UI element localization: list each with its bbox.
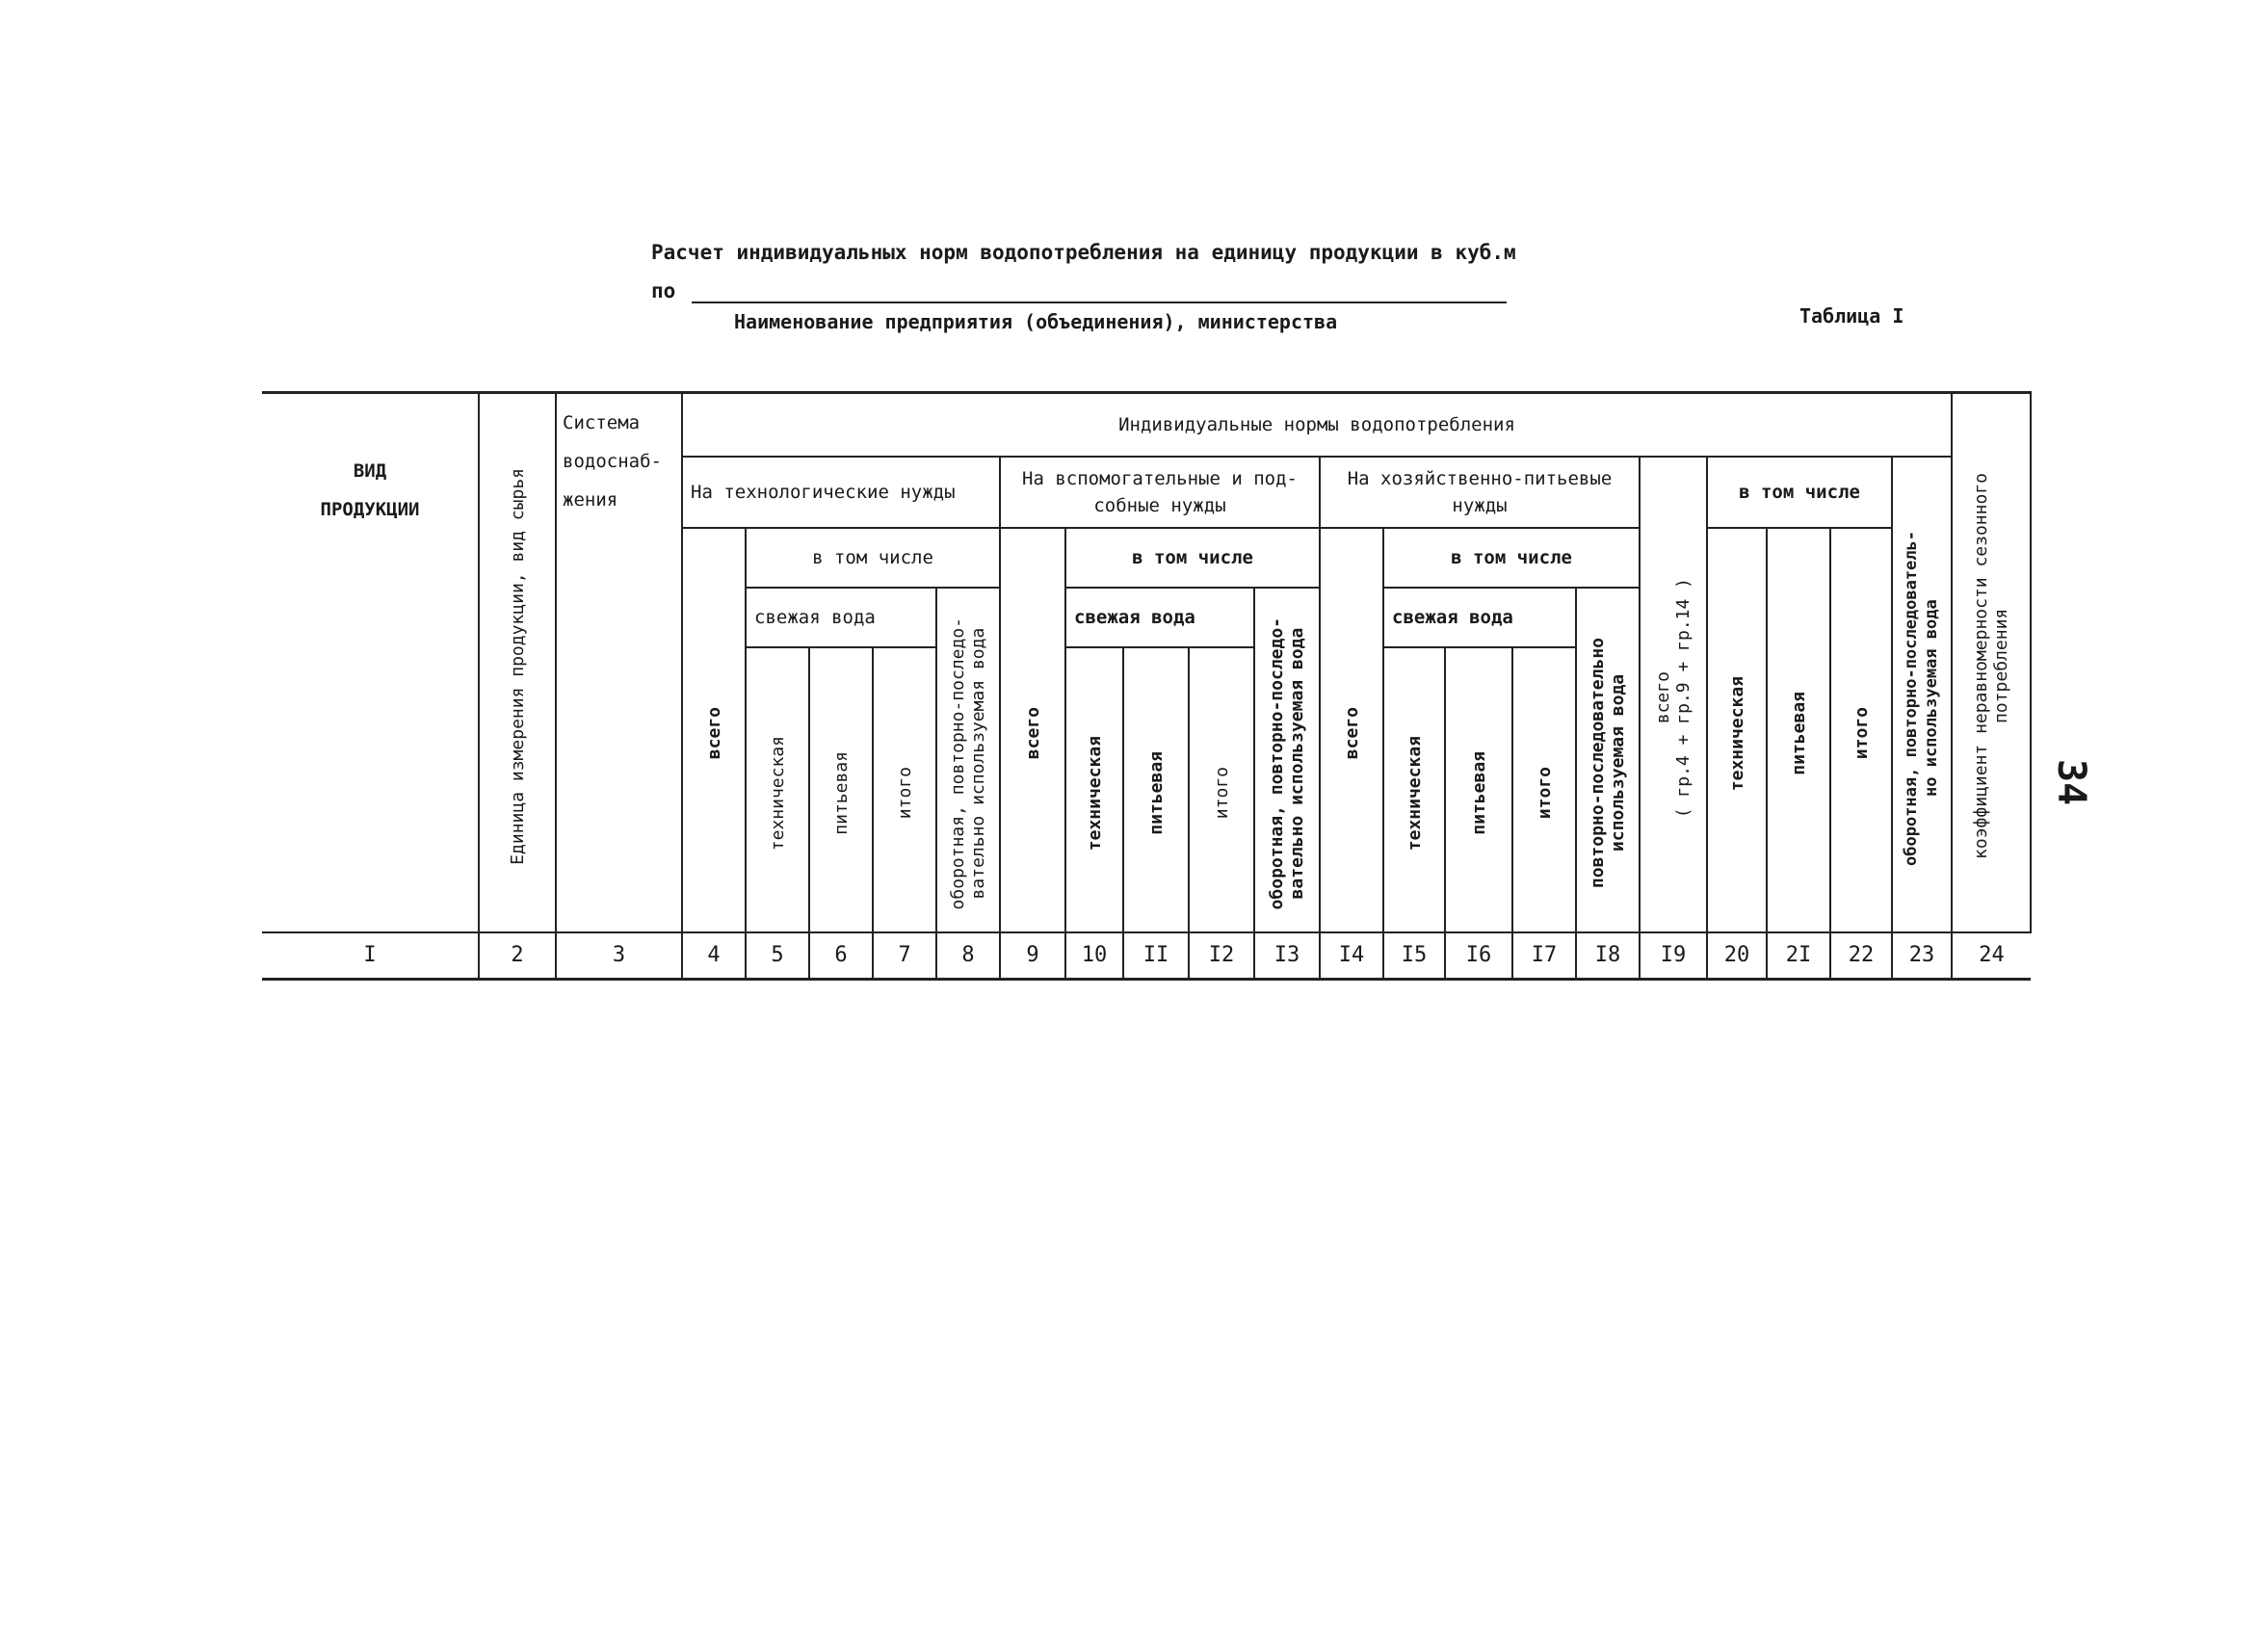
household-drinking-label: питьевая bbox=[1468, 751, 1489, 835]
incl-subtotal-label: итого bbox=[1851, 707, 1872, 760]
colnum-9: 9 bbox=[1000, 932, 1065, 980]
tech-drinking-label: питьевая bbox=[830, 751, 852, 835]
household-fresh-water-header: свежая вода bbox=[1383, 588, 1576, 647]
aux-technical-header bbox=[1065, 647, 1123, 932]
column-numbers-row bbox=[262, 932, 2031, 980]
tech-subtotal-header bbox=[873, 647, 936, 932]
aux-total-label: всего bbox=[1022, 707, 1043, 760]
group-aux-header: На вспомогательные и под- собные нужды bbox=[1000, 457, 1320, 528]
colnum-5: 5 bbox=[746, 932, 809, 980]
colnum-17: I7 bbox=[1512, 932, 1576, 980]
colnum-4: 4 bbox=[682, 932, 746, 980]
col-seasonal-label: коэффициент неравномерности сезонного потребления bbox=[1971, 473, 2011, 860]
aux-subtotal-label: итого bbox=[1211, 767, 1232, 820]
colnum-14: I4 bbox=[1320, 932, 1383, 980]
table-label: Таблица I bbox=[1799, 304, 1904, 328]
aux-including-header: в том числе bbox=[1065, 528, 1320, 588]
colnum-2: 2 bbox=[479, 932, 556, 980]
tech-recycled-label: оборотная, повторно-последо- вательно используемая вода bbox=[948, 616, 988, 910]
colnum-10: 10 bbox=[1065, 932, 1123, 980]
col-grand-total-header bbox=[1640, 457, 1707, 932]
aux-recycled-header bbox=[1254, 588, 1320, 932]
colnum-8: 8 bbox=[936, 932, 1000, 980]
po-label: по bbox=[651, 279, 676, 302]
po-fill-line bbox=[692, 302, 1507, 303]
col-unit-header bbox=[479, 393, 556, 932]
tech-subtotal-label: итого bbox=[894, 767, 915, 820]
colnum-24: 24 bbox=[1952, 932, 2031, 980]
colnum-19: I9 bbox=[1640, 932, 1707, 980]
tech-fresh-water-header: свежая вода bbox=[746, 588, 936, 647]
incl-technical-label: техническая bbox=[1726, 675, 1747, 792]
col-recycled-last-header bbox=[1892, 457, 1952, 932]
household-drinking-header bbox=[1445, 647, 1512, 932]
tech-recycled-header bbox=[936, 588, 1000, 932]
tech-technical-header bbox=[746, 647, 809, 932]
group-household-header: На хозяйственно-питьевые нужды bbox=[1320, 457, 1640, 528]
tech-total-label: всего bbox=[703, 707, 724, 760]
col-recycled-last-label: оборотная, повторно-последователь- но используемая вода bbox=[1902, 530, 1941, 866]
household-recycled-header bbox=[1576, 588, 1640, 932]
aux-drinking-header bbox=[1123, 647, 1189, 932]
col-seasonal-header bbox=[1952, 393, 2031, 932]
aux-drinking-label: питьевая bbox=[1145, 751, 1167, 835]
colnum-22: 22 bbox=[1830, 932, 1892, 980]
colnum-13: I3 bbox=[1254, 932, 1320, 980]
colnum-7: 7 bbox=[873, 932, 936, 980]
tech-total-header bbox=[682, 528, 746, 932]
page-number: 34 bbox=[2049, 759, 2093, 806]
aux-fresh-water-header: свежая вода bbox=[1065, 588, 1254, 647]
incl-technical-header bbox=[1707, 528, 1767, 932]
household-technical-label: техническая bbox=[1404, 735, 1425, 852]
colnum-16: I6 bbox=[1445, 932, 1512, 980]
col-grand-total-label: всего ( гр.4 + гр.9 + гр.14 ) bbox=[1653, 577, 1694, 819]
document-title: Расчет индивидуальных норм водопотребления на единицу продукции в куб.м bbox=[651, 241, 1516, 264]
aux-recycled-label: оборотная, повторно-последо- вательно используемая вода bbox=[1267, 616, 1307, 910]
aux-subtotal-header bbox=[1189, 647, 1254, 932]
colnum-1: I bbox=[262, 932, 479, 980]
colnum-6: 6 bbox=[809, 932, 873, 980]
po-caption: Наименование предприятия (объединения), министерства bbox=[734, 310, 1338, 333]
col-system-header: Система водоснаб- жения bbox=[556, 393, 682, 932]
household-subtotal-header bbox=[1512, 647, 1576, 932]
household-including-header: в том числе bbox=[1383, 528, 1640, 588]
colnum-18: I8 bbox=[1576, 932, 1640, 980]
colnum-15: I5 bbox=[1383, 932, 1445, 980]
colnum-11: II bbox=[1123, 932, 1189, 980]
colnum-21: 2I bbox=[1767, 932, 1830, 980]
colnum-23: 23 bbox=[1892, 932, 1952, 980]
incl-drinking-label: питьевая bbox=[1788, 692, 1809, 775]
household-subtotal-label: итого bbox=[1534, 767, 1555, 820]
household-technical-header bbox=[1383, 647, 1445, 932]
tech-drinking-header bbox=[809, 647, 873, 932]
tech-including-header: в том числе bbox=[746, 528, 1000, 588]
colnum-3: 3 bbox=[556, 932, 682, 980]
colnum-12: I2 bbox=[1189, 932, 1254, 980]
group-tech-header: На технологические нужды bbox=[682, 457, 1000, 528]
household-recycled-label: повторно-последовательно используемая вода bbox=[1588, 638, 1628, 889]
incl-drinking-header bbox=[1767, 528, 1830, 932]
water-norms-table bbox=[262, 391, 2032, 981]
household-total-label: всего bbox=[1341, 707, 1362, 760]
col-product-header: ВИД ПРОДУКЦИИ bbox=[262, 393, 479, 932]
aux-total-header bbox=[1000, 528, 1065, 932]
group-including-header: в том числе bbox=[1707, 457, 1892, 528]
incl-subtotal-header bbox=[1830, 528, 1892, 932]
tech-technical-label: техническая bbox=[767, 735, 788, 852]
household-total-header bbox=[1320, 528, 1383, 932]
aux-technical-label: техническая bbox=[1084, 735, 1105, 852]
col-unit-label: Единица измерения продукции, вид сырья bbox=[507, 467, 528, 865]
colnum-20: 20 bbox=[1707, 932, 1767, 980]
group-norms-header: Индивидуальные нормы водопотребления bbox=[682, 393, 1952, 457]
